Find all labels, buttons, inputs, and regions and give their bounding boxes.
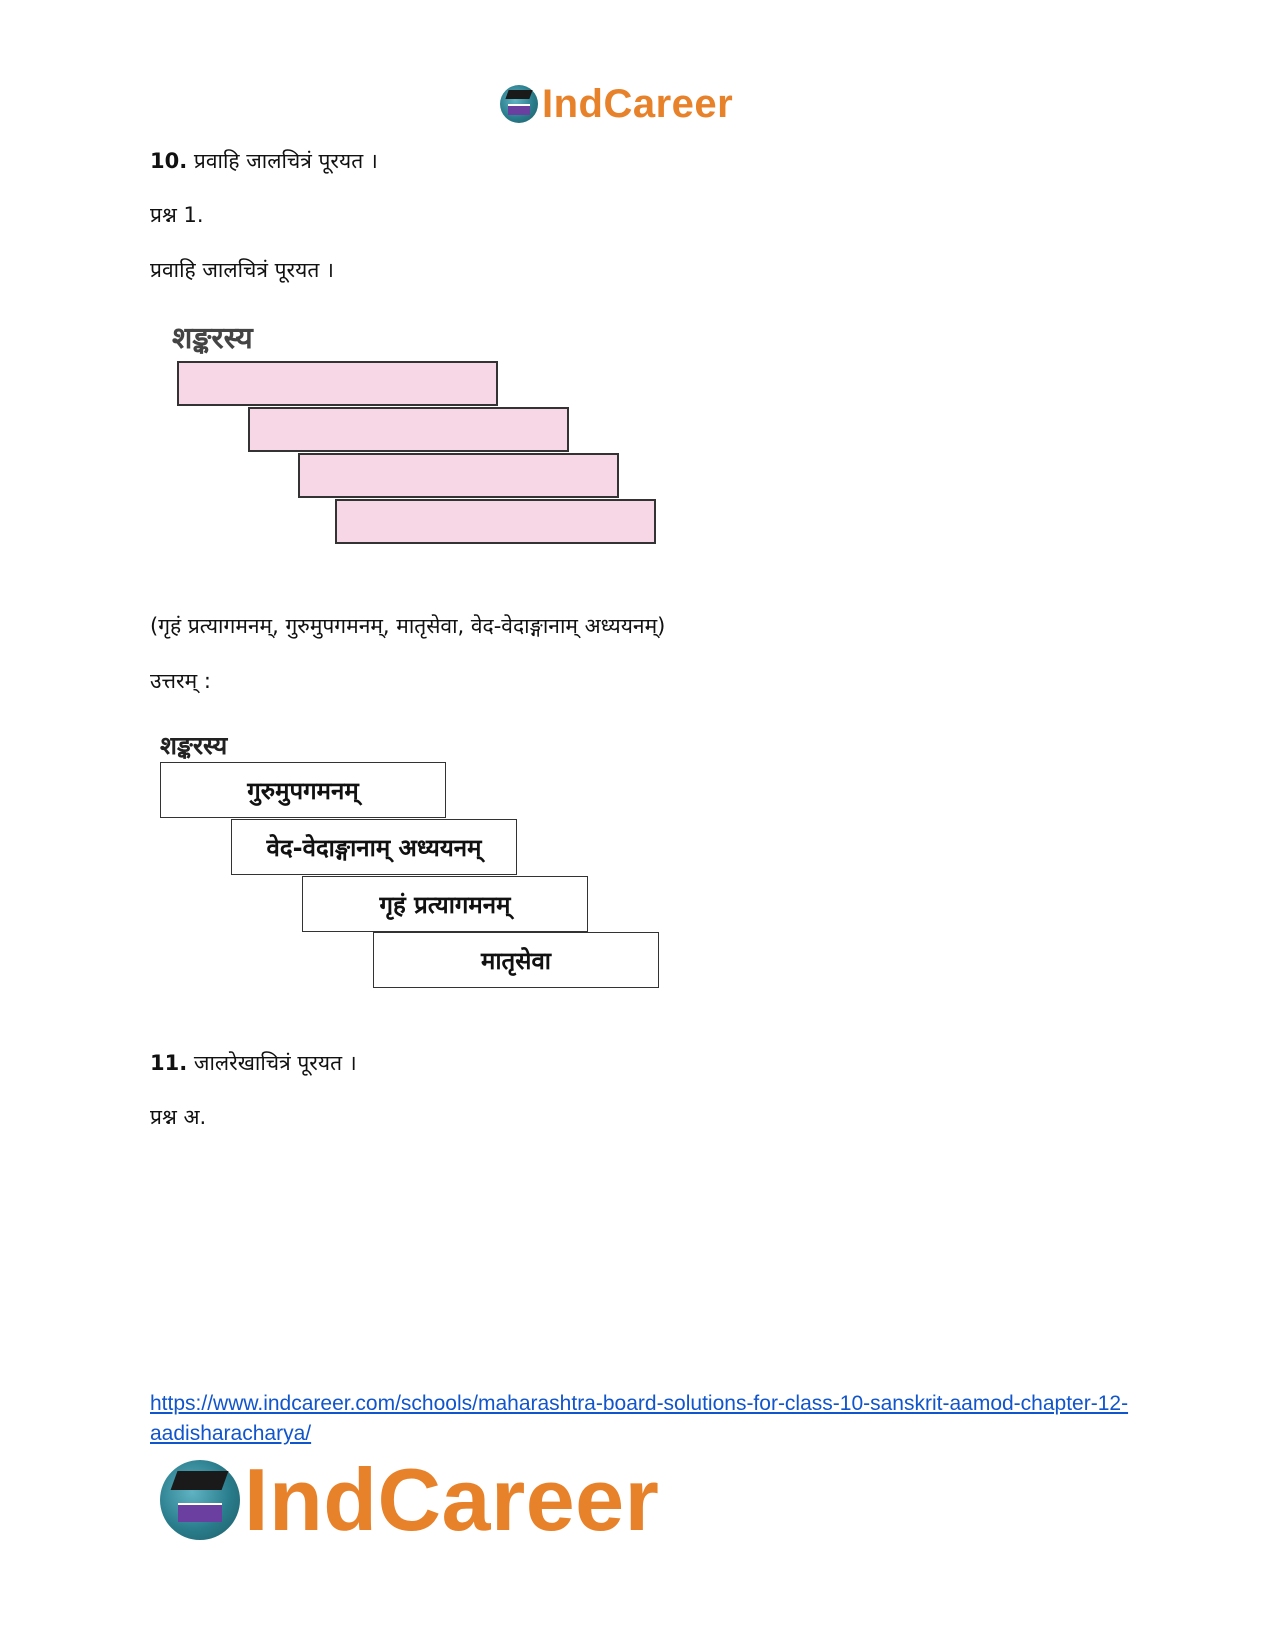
answer-box-1: गुरुमुपगमनम् xyxy=(160,762,446,818)
question-diagram-title: शङ्करस्य xyxy=(172,321,253,356)
instruction-text: प्रवाहि जालचित्रं पूरयत । xyxy=(150,258,334,282)
blank-box-4 xyxy=(335,499,656,544)
section-11-heading xyxy=(150,1049,357,1077)
question-label: प्रश्न 1. xyxy=(150,203,204,227)
section-10-text: प्रवाहि जालचित्रं पूरयत । xyxy=(187,149,378,173)
source-link[interactable]: https://www.indcareer.com/schools/maharashtra-board-solutions-for-class-10-sanskrit-aamod-chapter-12-aadisharacharya/ xyxy=(150,1392,1129,1445)
answer-box-2: वेद-वेदाङ्गानाम् अध्ययनम् xyxy=(231,819,517,875)
section-10-heading xyxy=(150,147,378,175)
blank-box-3 xyxy=(298,453,619,498)
section-11-number: 11. xyxy=(150,1051,188,1075)
logo-text: IndCareer xyxy=(542,81,734,126)
answer-label: उत्तरम् : xyxy=(150,669,211,693)
section-10-number: 10. xyxy=(150,149,188,173)
logo-top xyxy=(500,80,733,128)
answer-diagram-title: शङ्करस्य xyxy=(160,731,228,760)
section-11-text: जालरेखाचित्रं पूरयत । xyxy=(187,1051,357,1075)
blank-box-2 xyxy=(248,407,569,452)
logo-bottom xyxy=(160,1450,660,1549)
graduation-cap-icon xyxy=(160,1460,240,1540)
answer-box-3: गृहं प्रत्यागमनम् xyxy=(302,876,588,932)
blank-box-1 xyxy=(177,361,498,406)
answer-box-4: मातृसेवा xyxy=(373,932,659,988)
section-11-question-label: प्रश्न अ. xyxy=(150,1105,207,1129)
options-text: (गृहं प्रत्यागमनम्, गुरुमुपगमनम्, मातृसेवा, वेद-वेदाङ्गानाम् अध्ययनम्) xyxy=(150,614,666,638)
logo-text-large: IndCareer xyxy=(244,1450,660,1549)
graduation-cap-icon xyxy=(500,85,538,123)
